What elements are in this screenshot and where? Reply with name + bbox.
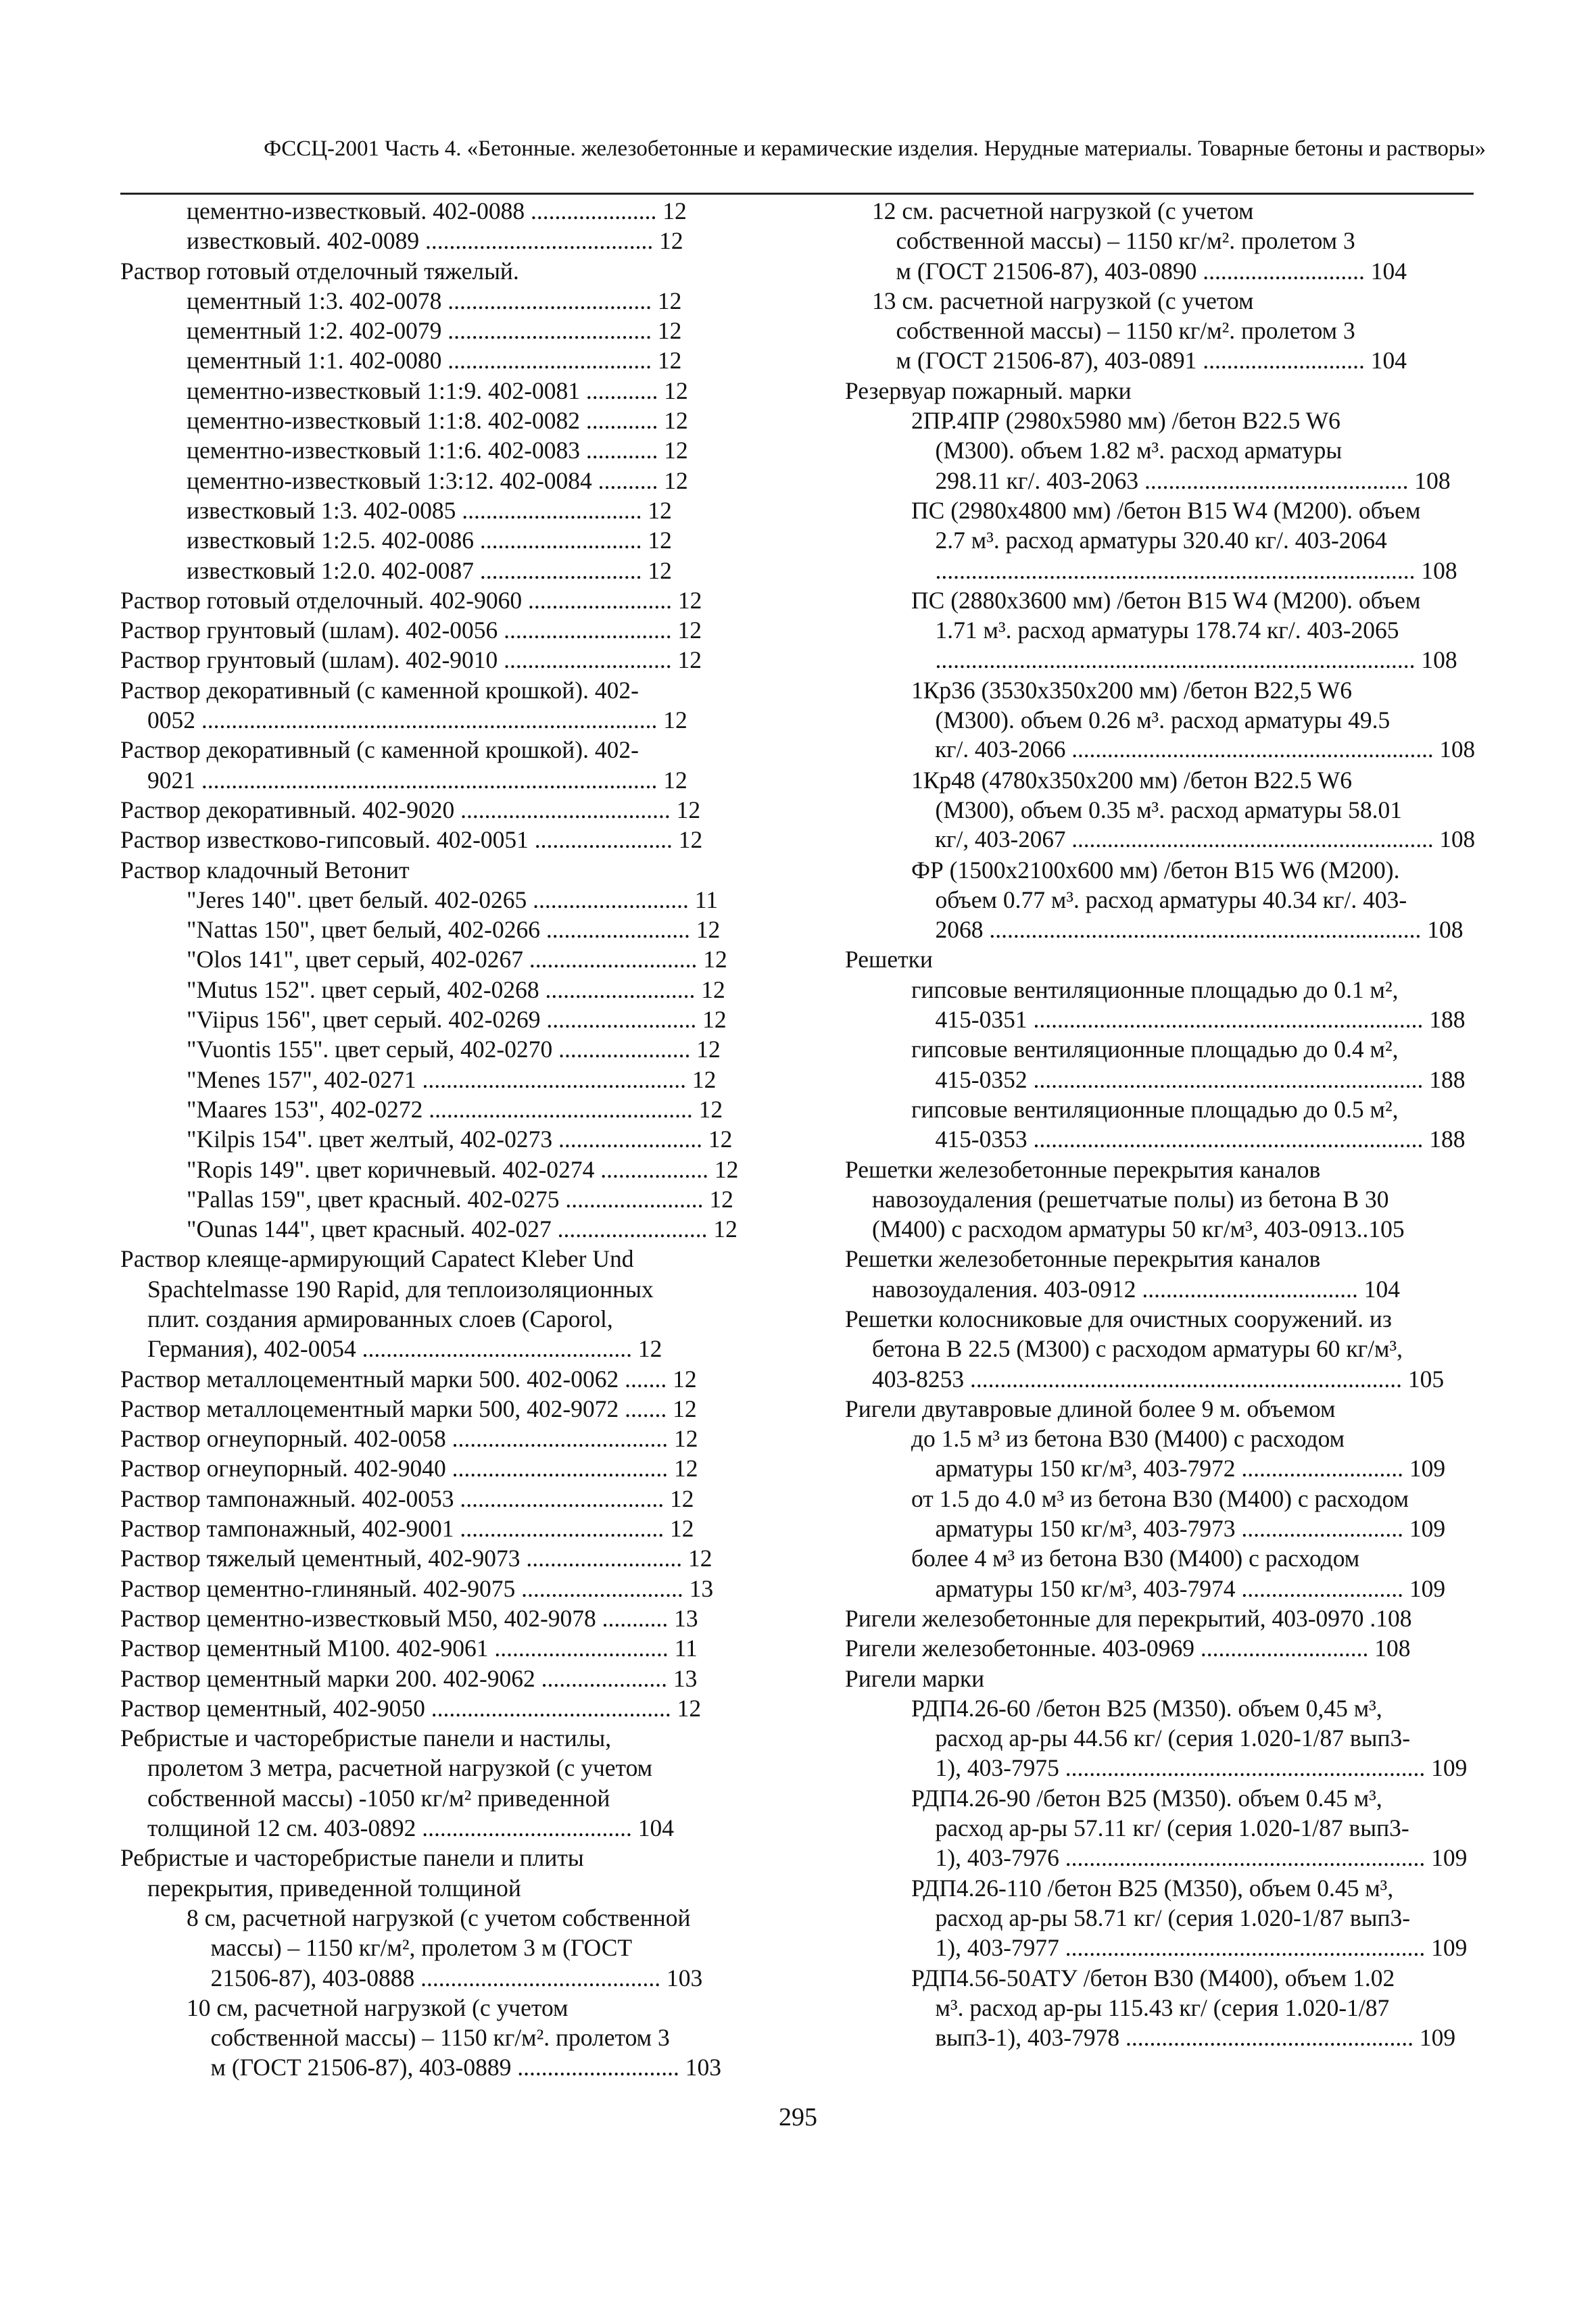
index-entry: "Ounas 144", цвет красный. 402-027 ......................... 12: [187, 1215, 737, 1243]
index-entry: плит. создания армированных слоев (Caporol,: [147, 1305, 613, 1332]
index-entry: от 1.5 до 4.0 м³ из бетона В30 (M400) с расходом: [911, 1485, 1409, 1512]
index-entry: "Menes 157", 402-0271 ............................................ 12: [187, 1065, 717, 1093]
index-entry: 1), 403-7975 ............................................................ 109: [911, 1754, 1468, 1782]
index-entry: Резервуар пожарный. марки: [845, 377, 1132, 404]
index-entry: Spachtelmasse 190 Rapid, для теплоизоляционных: [147, 1275, 654, 1303]
index-entry: толщиной 12 см. 403-0892 ................................... 104: [147, 1814, 675, 1842]
index-entry: цементный 1:2. 402-0079 .................................. 12: [187, 317, 682, 345]
index-entry: 1Кр48 (4780x350x200 мм) /бетон B22.5 W6: [911, 766, 1353, 794]
index-entry: 1.71 м³. расход арматуры 178.74 кг/. 403-2065: [911, 617, 1399, 644]
index-entry: цементно-известковый 1:1:6. 402-0083 ............ 12: [187, 437, 688, 464]
index-entry: "Jeres 140". цвет белый. 402-0265 .......................... 11: [187, 886, 718, 913]
index-entry: бетона В 22.5 (M300) с расходом арматуры 60 кг/м³,: [872, 1335, 1403, 1363]
index-entry: Раствор клеяще-армирующий Capatect Kleber Und: [120, 1245, 634, 1273]
index-entry: 1), 403-7976 ............................................................ 109: [911, 1844, 1468, 1872]
index-entry: 298.11 кг/. 403-2063 ............................................ 108: [911, 466, 1451, 494]
index-entry: до 1.5 м³ из бетона В30 (M400) с расходом: [911, 1425, 1345, 1453]
index-entry: Раствор тяжелый цементный, 402-9073 .......................... 12: [120, 1545, 712, 1572]
index-entry: более 4 м³ из бетона В30 (M400) с расходом: [911, 1545, 1360, 1572]
index-entry: Раствор цементный марки 200. 402-9062 ..................... 13: [120, 1664, 698, 1692]
index-entry: Раствор цементно-глиняный. 402-9075 ........................... 13: [120, 1574, 714, 1602]
index-entry: арматуры 150 кг/м³, 403-7973 ........................... 109: [911, 1515, 1446, 1543]
index-column-left: [120, 196, 754, 2083]
index-entry: 9021 ............................................................................ 12: [147, 766, 687, 794]
index-entry: Раствор металлоцементный марки 500. 402-0062 ....... 12: [120, 1365, 697, 1393]
index-entry: 2068 ........................................................................ 108: [911, 916, 1464, 944]
index-entry: цементно-известковый 1:1:9. 402-0081 ............ 12: [187, 377, 688, 404]
index-entry: Раствор кладочный Ветонит: [120, 856, 410, 884]
index-entry: арматуры 150 кг/м³, 403-7972 ........................... 109: [911, 1455, 1446, 1482]
index-entry: Раствор огнеупорный. 402-0058 .................................... 12: [120, 1425, 698, 1453]
index-entry: "Vuontis 155". цвет серый, 402-0270 ...................... 12: [187, 1036, 721, 1063]
index-entry: Решетки колосниковые для очистных сооружений. из: [845, 1305, 1392, 1332]
index-entry: (M300). объем 0.26 м³. расход арматуры 49.5: [911, 706, 1391, 734]
index-entry: Ригели марки: [845, 1664, 985, 1692]
index-entry: Раствор цементно-известковый M50, 402-9078 ........... 13: [120, 1604, 698, 1632]
header-rule: [120, 193, 1474, 195]
index-entry: цементный 1:3. 402-0078 .................................. 12: [187, 287, 682, 314]
index-entry: Ригели двутавровые длиной более 9 м. объемом: [845, 1395, 1336, 1422]
index-entry: 415-0353 ................................................................. 188: [911, 1126, 1466, 1153]
index-entry: ПС (2880x3600 мм) /бетон B15 W4 (M200). объем: [911, 586, 1421, 614]
index-entry: 13 см. расчетной нагрузкой (с учетом: [872, 287, 1254, 314]
index-entry: 12 см. расчетной нагрузкой (с учетом: [872, 197, 1254, 224]
index-entry: Ребристые и часторебристые панели и плиты: [120, 1844, 584, 1872]
index-entry: 2.7 м³. расход арматуры 320.40 кг/. 403-2064: [911, 527, 1387, 554]
index-entry: Германия), 402-0054 ............................................. 12: [147, 1335, 662, 1363]
index-entry: объем 0.77 м³. расход арматуры 40.34 кг/. 403-: [911, 886, 1407, 913]
index-entry: "Nattas 150", цвет белый, 402-0266 ........................ 12: [187, 916, 721, 944]
index-entry: 403-8253 ........................................................................ 105: [872, 1365, 1445, 1393]
index-entry: ФР (1500x2100x600 мм) /бетон B15 W6 (M200).: [911, 856, 1400, 884]
index-entry: цементный 1:1. 402-0080 .................................. 12: [187, 347, 682, 375]
index-entry: расход ар-ры 57.11 кг/ (серия 1.020-1/87 вып3-: [911, 1814, 1409, 1842]
index-entry: собственной массы) – 1150 кг/м². пролетом 3: [872, 317, 1355, 345]
index-entry: Ребристые и часторебристые панели и настилы,: [120, 1724, 612, 1752]
index-entry: РДП4.26-90 /бетон B25 (M350). объем 0.45 м³,: [911, 1784, 1382, 1812]
index-entry: ................................................................................ 108: [911, 556, 1457, 584]
index-entry: Раствор тампонажный, 402-9001 .................................. 12: [120, 1515, 694, 1543]
index-entry: м (ГОСТ 21506-87), 403-0890 ........................... 104: [872, 257, 1407, 285]
index-entry: собственной массы) – 1150 кг/м². пролетом 3: [872, 227, 1355, 255]
index-entry: м (ГОСТ 21506-87), 403-0889 ........................... 103: [187, 2054, 721, 2081]
index-entry: 2ПР.4ПР (2980x5980 мм) /бетон B22.5 W6: [911, 407, 1340, 435]
index-entry: ................................................................................ 108: [911, 646, 1457, 674]
index-entry: "Maares 153", 402-0272 ............................................ 12: [187, 1095, 723, 1123]
index-entry: Раствор готовый отделочный. 402-9060 ........................ 12: [120, 586, 702, 614]
index-entry: м (ГОСТ 21506-87), 403-0891 ........................... 104: [872, 347, 1407, 375]
index-entry: "Viipus 156", цвет серый. 402-0269 ......................... 12: [187, 1006, 727, 1034]
index-entry: перекрытия, приведенной толщиной: [147, 1874, 521, 1902]
index-entry: 415-0352 ................................................................. 188: [911, 1065, 1466, 1093]
index-entry: гипсовые вентиляционные площадью до 0.1 м²,: [911, 975, 1399, 1003]
index-entry: Раствор цементный, 402-9050 ........................................ 12: [120, 1694, 702, 1722]
index-entry: м³. расход ар-ры 115.43 кг/ (серия 1.020-1/87: [911, 1994, 1390, 2021]
index-entry: Раствор грунтовый (шлам). 402-9010 ............................ 12: [120, 646, 702, 674]
index-entry: (M400) с расходом арматуры 50 кг/м³, 403-0913..105: [872, 1215, 1405, 1243]
index-entry: Ригели железобетонные для перекрытий, 403-0970 .108: [845, 1604, 1412, 1632]
index-entry: 1Кр36 (3530x350x200 мм) /бетон B22,5 W6: [911, 676, 1353, 704]
index-entry: "Ropis 149". цвет коричневый. 402-0274 .................. 12: [187, 1155, 739, 1183]
index-entry: расход ар-ры 44.56 кг/ (серия 1.020-1/87 вып3-: [911, 1724, 1411, 1752]
index-entry: навозоудаления. 403-0912 .................................... 104: [872, 1275, 1400, 1303]
index-entry: 21506-87), 403-0888 ........................................ 103: [187, 1964, 703, 1992]
index-entry: Решетки: [845, 946, 933, 973]
index-entry: Решетки железобетонные перекрытия каналов: [845, 1245, 1321, 1273]
index-entry: цементно-известковый 1:3:12. 402-0084 .......... 12: [187, 466, 688, 494]
index-entry: кг/. 403-2066 ............................................................. 108: [911, 736, 1476, 763]
index-entry: гипсовые вентиляционные площадью до 0.5 м²,: [911, 1095, 1399, 1123]
index-entry: Раствор декоративный (с каменной крошкой). 402-: [120, 736, 639, 764]
index-entry: известковый. 402-0089 ...................................... 12: [187, 227, 683, 255]
index-entry: Раствор тампонажный. 402-0053 .................................. 12: [120, 1485, 694, 1512]
index-entry: РДП4.26-110 /бетон B25 (M350), объем 0.45 м³,: [911, 1874, 1394, 1902]
index-entry: Раствор декоративный. 402-9020 ................................... 12: [120, 796, 701, 823]
index-entry: собственной массы) -1050 кг/м² приведенной: [147, 1784, 610, 1812]
page-number: 295: [779, 2103, 817, 2131]
index-entry: Решетки железобетонные перекрытия каналов: [845, 1155, 1321, 1183]
index-entry: собственной массы) – 1150 кг/м². пролетом 3: [187, 2024, 670, 2052]
index-entry: "Mutus 152". цвет серый, 402-0268 ......................... 12: [187, 975, 725, 1003]
index-entry: Раствор известково-гипсовый. 402-0051 ....................... 12: [120, 826, 703, 854]
index-entry: "Kilpis 154". цвет желтый, 402-0273 ........................ 12: [187, 1126, 733, 1153]
index-entry: Раствор декоративный (с каменной крошкой). 402-: [120, 676, 639, 704]
index-entry: вып3-1), 403-7978 ................................................ 109: [911, 2024, 1456, 2052]
index-entry: РДП4.26-60 /бетон B25 (M350). объем 0,45 м³,: [911, 1694, 1382, 1722]
index-entry: Раствор цементный M100. 402-9061 ............................. 11: [120, 1635, 698, 1662]
index-column-right: [845, 196, 1475, 2052]
index-entry: 0052 ............................................................................ 12: [147, 706, 687, 734]
index-entry: навозоудаления (решетчатые полы) из бетона В 30: [872, 1185, 1389, 1213]
index-entry: ПС (2980x4800 мм) /бетон B15 W4 (M200). объем: [911, 496, 1421, 524]
index-entry: известковый 1:3. 402-0085 .............................. 12: [187, 496, 672, 524]
index-entry: "Olos 141", цвет серый, 402-0267 ............................ 12: [187, 946, 727, 973]
index-entry: массы) – 1150 кг/м², пролетом 3 м (ГОСТ: [187, 1934, 633, 1962]
index-entry: Раствор готовый отделочный тяжелый.: [120, 257, 519, 285]
index-entry: 1), 403-7977 ............................................................ 109: [911, 1934, 1468, 1962]
index-entry: "Pallas 159", цвет красный. 402-0275 ....................... 12: [187, 1185, 733, 1213]
index-entry: пролетом 3 метра, расчетной нагрузкой (с учетом: [147, 1754, 653, 1782]
index-entry: РДП4.56-50АТУ /бетон B30 (M400), объем 1.02: [911, 1964, 1395, 1992]
index-entry: Раствор огнеупорный. 402-9040 .................................... 12: [120, 1455, 698, 1482]
index-entry: гипсовые вентиляционные площадью до 0.4 м²,: [911, 1036, 1399, 1063]
index-entry: 415-0351 ................................................................. 188: [911, 1006, 1466, 1034]
index-entry: 10 см, расчетной нагрузкой (с учетом: [187, 1994, 569, 2021]
index-entry: (M300). объем 1.82 м³. расход арматуры: [911, 437, 1343, 464]
index-entry: кг/, 403-2067 ............................................................. 108: [911, 826, 1476, 853]
index-entry: Ригели железобетонные. 403-0969 ............................ 108: [845, 1635, 1411, 1662]
index-entry: расход ар-ры 58.71 кг/ (серия 1.020-1/87 вып3-: [911, 1904, 1411, 1931]
index-entry: цементно-известковый 1:1:8. 402-0082 ............ 12: [187, 407, 688, 435]
running-header: ФССЦ-2001 Часть 4. «Бетонные. железобетонные и керамические изделия. Нерудные материалы. Товарные бетоны и растворы»: [264, 137, 1486, 161]
index-entry: арматуры 150 кг/м³, 403-7974 ........................... 109: [911, 1574, 1446, 1602]
index-entry: (M300), объем 0.35 м³. расход арматуры 58.01: [911, 796, 1402, 823]
index-entry: известковый 1:2.0. 402-0087 ........................... 12: [187, 556, 672, 584]
index-entry: Раствор грунтовый (шлам). 402-0056 ............................ 12: [120, 617, 702, 644]
index-entry: цементно-известковый. 402-0088 ..................... 12: [187, 197, 687, 224]
index-entry: известковый 1:2.5. 402-0086 ........................... 12: [187, 527, 672, 554]
index-entry: 8 см, расчетной нагрузкой (с учетом собственной: [187, 1904, 691, 1931]
index-entry: Раствор металлоцементный марки 500, 402-9072 ....... 12: [120, 1395, 697, 1422]
